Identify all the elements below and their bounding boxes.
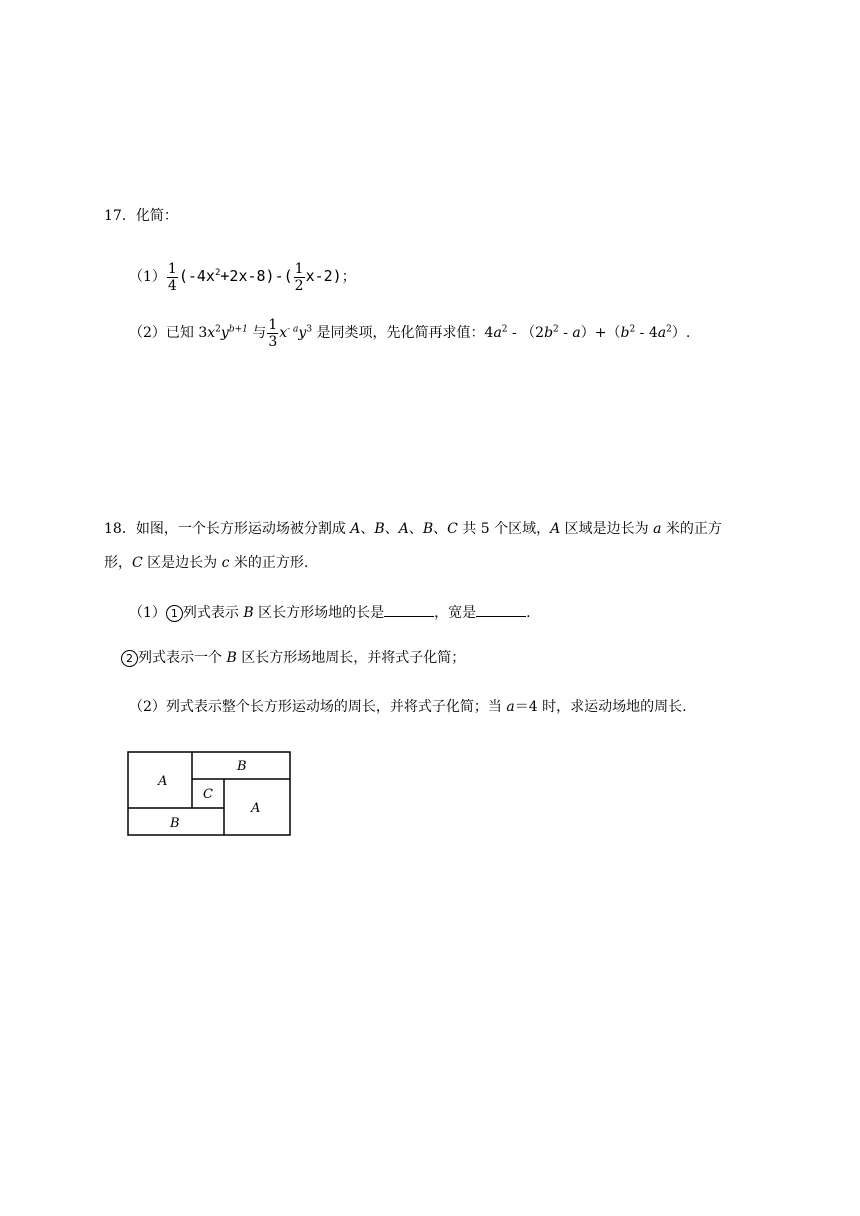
region-label-b-bottom: B (170, 816, 180, 831)
region-label-b-top: B (237, 759, 247, 774)
q17-part1 (129, 258, 356, 295)
q18-part1b: 2 列式表示一个 B 区长方形场地周长，并将式子化简； (121, 648, 465, 668)
q18-part1: （1） 1 列式表示 B 区长方形场地的长是 ，宽是 . (129, 602, 531, 623)
expression: $(-4x^2+2x-8)-$( (178, 267, 293, 285)
region-label-c: C (203, 787, 213, 802)
q18-line1: 18．如图，一个长方形运动场被分割成 A、B、A、B、C 共 5 个区域，A 区域是边长为 a 米的正方 (104, 521, 722, 537)
q17-header: 17．化简： (104, 208, 178, 224)
answer-blank-width[interactable] (476, 602, 526, 617)
expression-tail: x-2) (305, 267, 342, 285)
sports-field-diagram (127, 751, 293, 839)
punctuation: ； (341, 269, 356, 285)
fraction-one-quarter: $\frac{1}{4}$ (167, 260, 177, 294)
q17-part2: （2）已知 $3x^2y^{b+1}$ 与 $\frac{1}{3}$ $x^{- a}y^3$ 是同类项，先化简再求值：$4a^2 - (2b^2 - a)+(b^2 - 4a^2)$. (129, 316, 691, 350)
fraction-one-third: $\frac{1}{3}$ (268, 316, 278, 350)
fraction-one-half: $\frac{1}{2}$ (294, 260, 304, 294)
circled-number-2: 2 (121, 650, 138, 667)
circled-number-1: 1 (166, 605, 183, 622)
q17-part1-label: （1） (129, 269, 166, 285)
q18-part2: （2）列式表示整个长方形运动场的周长，并将式子化简；当 a＝4 时，求运动场地的周长. (129, 699, 687, 715)
q18-line2: 形，C 区是边长为 c 米的正方形. (104, 555, 309, 571)
answer-blank-length[interactable] (384, 602, 434, 617)
region-label-a-right: A (251, 801, 261, 816)
region-label-a-left: A (158, 774, 168, 789)
